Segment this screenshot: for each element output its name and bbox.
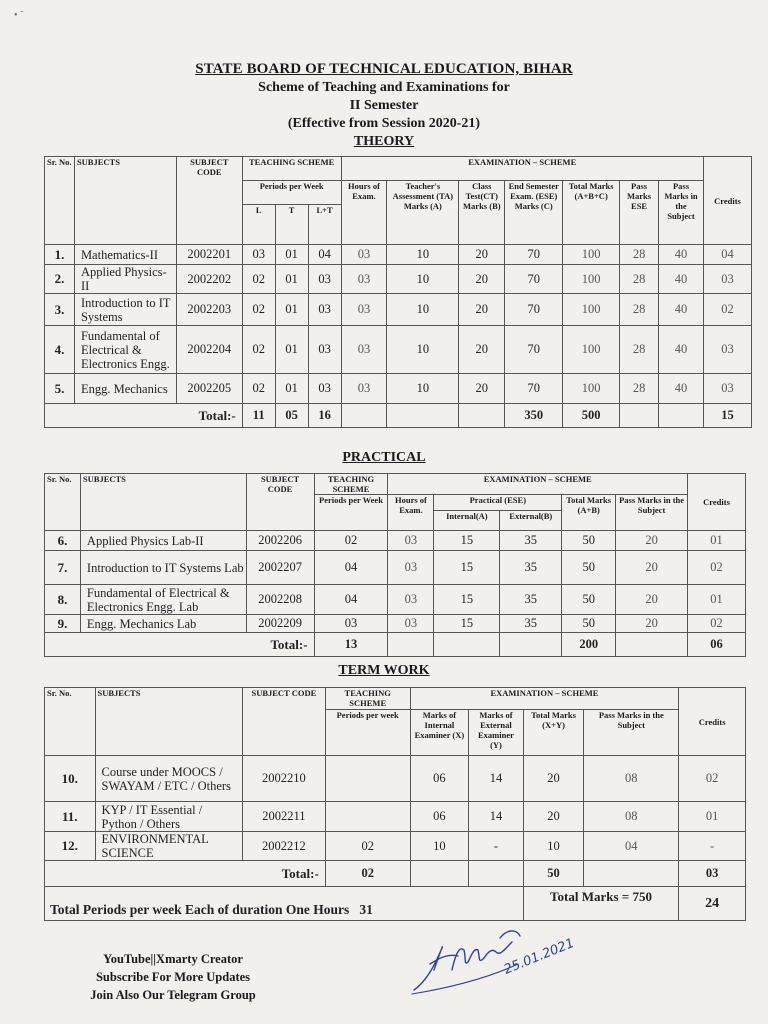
practical-header-exam: EXAMINATION – SCHEME [388,474,688,495]
practical-header-teaching: TEACHING SCHEME [314,474,388,495]
subject-name: Introduction to IT Systems Lab [80,551,246,585]
pass-marks: 20 [616,615,688,633]
sr-no: 10. [45,756,96,802]
tutorial-periods: 01 [275,374,308,404]
external-marks: - [469,832,524,861]
ct-marks: 20 [459,374,505,404]
theory-header-periods: Periods per Week [242,181,341,205]
termwork-header-external: Marks of External Examiner (Y) [469,710,524,756]
external-marks: 35 [500,585,562,615]
credits: - [679,832,746,861]
termwork-header-code: SUBJECT CODE [242,688,325,756]
total-marks: 100 [563,265,620,294]
signature-date: 25.01.2021 [501,935,577,978]
pass-marks-ese: 28 [620,245,659,265]
lecture-periods: 02 [242,265,275,294]
ese-marks: 70 [505,245,563,265]
ta-marks: 10 [387,326,459,374]
practical-header-total: Total Marks (A+B) [562,495,616,531]
ct-marks: 20 [459,245,505,265]
external-marks: 14 [469,756,524,802]
termwork-total-label: Total:- [45,861,326,887]
termwork-header-subjects: SUBJECTS [95,688,242,756]
periods-per-week: 03 [314,615,388,633]
subject-code: 2002203 [176,294,242,326]
termwork-row [45,832,746,861]
theory-row [45,374,752,404]
total-credits-24: 24 [679,887,746,921]
subject-name: Engg. Mechanics [74,374,176,404]
exam-hours: 03 [341,294,387,326]
practical-total-credits: 06 [688,633,746,657]
credits: 03 [703,265,751,294]
theory-row [45,245,752,265]
theory-total-row [45,404,752,428]
ese-marks: 70 [505,265,563,294]
theory-header-pass-subject: Pass Marks in the Subject [659,181,704,245]
ct-marks: 20 [459,294,505,326]
total-marks: 10 [523,832,584,861]
theory-header-ct: Class Test(CT) Marks (B) [459,181,505,245]
termwork-row [45,756,746,802]
practical-header-subjects: SUBJECTS [80,474,246,531]
theory-header-t: T [275,205,308,245]
pass-marks-ese: 28 [620,374,659,404]
exam-hours: 03 [388,585,434,615]
subject-code: 2002211 [242,802,325,832]
total-periods: 04 [308,245,341,265]
termwork-section-title: TERM WORK [338,663,430,678]
termwork-header-sr: Sr. No. [45,688,96,756]
subject-code: 2002204 [176,326,242,374]
internal-marks: 06 [410,802,469,832]
tutorial-periods: 01 [275,245,308,265]
theory-total-credits: 15 [703,404,751,428]
total-marks-750: Total Marks = 750 [523,887,679,921]
periods-per-week: 04 [314,585,388,615]
pass-marks-ese: 28 [620,294,659,326]
total-marks: 50 [562,551,616,585]
periods-per-week [325,802,410,832]
total-marks: 100 [563,374,620,404]
theory-header-credits: Credits [703,157,751,245]
termwork-header-internal: Marks of Internal Examiner (X) [410,710,469,756]
termwork-total-credits: 03 [679,861,746,887]
subject-name: Mathematics-II [74,245,176,265]
semester-title: II Semester [349,98,419,113]
sr-no: 9. [45,615,81,633]
periods-per-week: 04 [314,551,388,585]
total-periods: 03 [308,294,341,326]
effective-title: (Effective from Session 2020-21) [287,116,481,131]
theory-header-exam: EXAMINATION – SCHEME [341,157,703,181]
pass-marks-subject: 40 [659,245,704,265]
external-marks: 35 [500,531,562,551]
theory-row [45,294,752,326]
exam-hours: 03 [341,245,387,265]
practical-total-row [45,633,746,657]
internal-marks: 06 [410,756,469,802]
theory-total-l: 11 [242,404,275,428]
external-marks: 35 [500,615,562,633]
credits: 04 [703,245,751,265]
ta-marks: 10 [387,374,459,404]
footer-line-1: YouTube||Xmarty Creator [103,952,243,966]
theory-total-label: Total:- [45,404,243,428]
subject-name: Applied Physics Lab-II [80,531,246,551]
total-periods: 03 [308,265,341,294]
theory-header-ta: Teacher's Assessment (TA) Marks (A) [387,181,459,245]
practical-header-sr: Sr. No. [45,474,81,531]
ta-marks: 10 [387,245,459,265]
credits: 01 [688,531,746,551]
total-marks: 50 [562,531,616,551]
footer-line-3: Join Also Our Telegram Group [90,988,256,1002]
practical-header-external: External(B) [500,511,562,531]
credits: 03 [703,374,751,404]
practical-header-hours: Hours of Exam. [388,495,434,531]
practical-total-marks: 200 [562,633,616,657]
tutorial-periods: 01 [275,265,308,294]
internal-marks: 15 [434,615,500,633]
subject-name: Introduction to IT Systems [74,294,176,326]
credits: 02 [703,294,751,326]
tutorial-periods: 01 [275,294,308,326]
theory-total-t: 05 [275,404,308,428]
termwork-total-row [45,861,746,887]
subject-name: Course under MOOCS / SWAYAM / ETC / Others [95,756,242,802]
credits: 02 [688,615,746,633]
subject-name: Engg. Mechanics Lab [80,615,246,633]
subject-name: Fundamental of Electrical & Electronics Engg. [74,326,176,374]
subject-code: 2002202 [176,265,242,294]
signature [408,918,588,998]
pass-marks-subject: 40 [659,374,704,404]
scan-mark: • ˜ [14,10,24,21]
theory-header-ese: End Semester Exam. (ESE) Marks (C) [505,181,563,245]
scheme-title: Scheme of Teaching and Examinations for [258,80,510,95]
internal-marks: 10 [410,832,469,861]
theory-header-total: Total Marks (A+B+C) [563,181,620,245]
grand-total-label-text: Total Periods per week Each of duration One Hours [50,902,350,917]
pass-marks-subject: 40 [659,265,704,294]
theory-header-lt: L+T [308,205,341,245]
credits: 02 [679,756,746,802]
ct-marks: 20 [459,265,505,294]
practical-header-code: SUBJECT CODE [246,474,314,531]
credits: 02 [688,551,746,585]
subject-code: 2002201 [176,245,242,265]
theory-total-marks: 500 [563,404,620,428]
credits: 01 [679,802,746,832]
total-marks: 100 [563,245,620,265]
pass-marks-ese: 28 [620,265,659,294]
exam-hours: 03 [341,374,387,404]
total-marks: 100 [563,294,620,326]
exam-hours: 03 [341,326,387,374]
grand-total-row [45,887,746,921]
pass-marks: 20 [616,551,688,585]
practical-header-credits: Credits [688,474,746,531]
sr-no: 8. [45,585,81,615]
lecture-periods: 03 [242,245,275,265]
practical-row [45,615,746,633]
total-marks: 50 [562,585,616,615]
total-marks: 20 [523,756,584,802]
sr-no: 5. [45,374,75,404]
termwork-total-marks: 50 [523,861,584,887]
sr-no: 6. [45,531,81,551]
practical-row [45,551,746,585]
subject-name: Fundamental of Electrical & Electronics Engg. Lab [80,585,246,615]
total-marks: 100 [563,326,620,374]
sr-no: 12. [45,832,96,861]
practical-header-periods: Periods per Week [314,495,388,531]
subject-code: 2002205 [176,374,242,404]
lecture-periods: 02 [242,294,275,326]
internal-marks: 15 [434,585,500,615]
footer-watermark [58,950,288,1004]
sr-no: 7. [45,551,81,585]
sr-no: 11. [45,802,96,832]
practical-header-pass: Pass Marks in the Subject [616,495,688,531]
board-title: STATE BOARD OF TECHNICAL EDUCATION, BIHAR [195,61,573,77]
exam-hours: 03 [341,265,387,294]
termwork-header-teaching: TEACHING SCHEME [325,688,410,710]
ta-marks: 10 [387,294,459,326]
tutorial-periods: 01 [275,326,308,374]
credits: 01 [688,585,746,615]
pass-marks: 20 [616,531,688,551]
practical-section-title: PRACTICAL [342,450,426,465]
document-header [0,60,768,151]
periods-per-week: 02 [325,832,410,861]
pass-marks-subject: 40 [659,326,704,374]
total-marks: 20 [523,802,584,832]
pass-marks: 20 [616,585,688,615]
practical-total-periods: 13 [314,633,388,657]
termwork-row [45,802,746,832]
termwork-table [44,687,746,921]
internal-marks: 15 [434,531,500,551]
subject-code: 2002207 [246,551,314,585]
subject-code: 2002212 [242,832,325,861]
theory-header-sr: Sr. No. [45,157,75,245]
grand-total-periods: 31 [359,902,373,917]
sr-no: 1. [45,245,75,265]
practical-row [45,585,746,615]
termwork-header-periods: Periods per week [325,710,410,756]
grand-total-label [45,887,524,921]
theory-total-lt: 16 [308,404,341,428]
termwork-total-periods: 02 [325,861,410,887]
theory-header-code: SUBJECT CODE [176,157,242,245]
termwork-header-credits: Credits [679,688,746,756]
periods-per-week [325,756,410,802]
theory-row [45,265,752,294]
sr-no: 2. [45,265,75,294]
subject-name: Applied Physics-II [74,265,176,294]
internal-marks: 15 [434,551,500,585]
subject-code: 2002206 [246,531,314,551]
theory-header-hours: Hours of Exam. [341,181,387,245]
practical-total-label: Total:- [45,633,315,657]
termwork-header-pass: Pass Marks in the Subject [584,710,679,756]
footer-line-2: Subscribe For More Updates [95,970,251,984]
lecture-periods: 02 [242,326,275,374]
theory-total-ese: 350 [505,404,563,428]
lecture-periods: 02 [242,374,275,404]
ese-marks: 70 [505,294,563,326]
external-marks: 14 [469,802,524,832]
pass-marks: 08 [584,802,679,832]
subject-name: ENVIRONMENTAL SCIENCE [95,832,242,861]
theory-header-subjects: SUBJECTS [74,157,176,245]
practical-header-internal: Internal(A) [434,511,500,531]
exam-hours: 03 [388,531,434,551]
pass-marks: 08 [584,756,679,802]
periods-per-week: 02 [314,531,388,551]
total-marks: 50 [562,615,616,633]
pass-marks-ese: 28 [620,326,659,374]
theory-header-l: L [242,205,275,245]
theory-header-pass-ese: Pass Marks ESE [620,181,659,245]
sr-no: 4. [45,326,75,374]
ese-marks: 70 [505,374,563,404]
credits: 03 [703,326,751,374]
total-periods: 03 [308,326,341,374]
pass-marks: 04 [584,832,679,861]
subject-code: 2002209 [246,615,314,633]
total-periods: 03 [308,374,341,404]
subject-name: KYP / IT Essential / Python / Others [95,802,242,832]
pass-marks-subject: 40 [659,294,704,326]
ta-marks: 10 [387,265,459,294]
practical-table [44,473,746,657]
subject-code: 2002208 [246,585,314,615]
termwork-header-exam: EXAMINATION – SCHEME [410,688,679,710]
practical-header-ese: Practical (ESE) [434,495,562,511]
external-marks: 35 [500,551,562,585]
theory-section-title: THEORY [353,134,415,149]
subject-code: 2002210 [242,756,325,802]
exam-hours: 03 [388,615,434,633]
theory-row [45,326,752,374]
practical-row [45,531,746,551]
ese-marks: 70 [505,326,563,374]
termwork-header-total: Total Marks (X+Y) [523,710,584,756]
theory-header-teaching: TEACHING SCHEME [242,157,341,181]
sr-no: 3. [45,294,75,326]
exam-hours: 03 [388,551,434,585]
theory-table [44,156,752,428]
ct-marks: 20 [459,326,505,374]
